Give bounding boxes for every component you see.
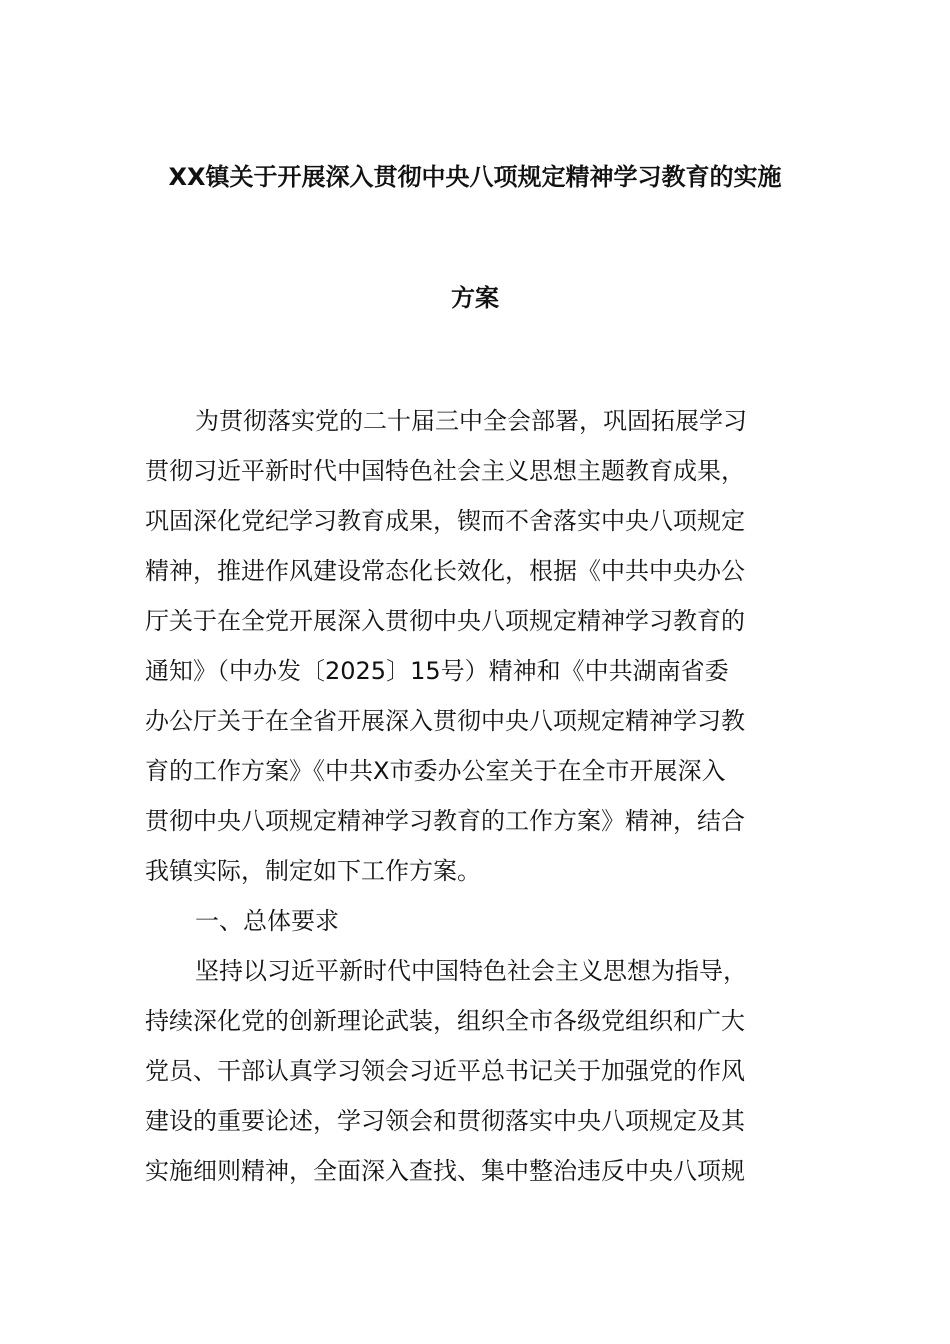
document-body <box>145 396 810 1196</box>
body-line: 党员、干部认真学习领会习近平总书记关于加强党的作风 <box>145 1057 745 1085</box>
body-line: 精神，推进作风建设常态化长效化，根据《中共中央办公 <box>145 557 745 585</box>
body-line: 育的工作方案》《中共X市委办公室关于在全市开展深入 <box>145 757 726 785</box>
body-line: 厅关于在全党开展深入贯彻中央八项规定精神学习教育的 <box>145 607 745 635</box>
body-line: 我镇实际，制定如下工作方案。 <box>145 857 481 885</box>
body-line: 通知》（中办发〔2025〕15号）精神和《中共湖南省委 <box>145 657 729 685</box>
body-line: 贯彻习近平新时代中国特色社会主义思想主题教育成果， <box>145 457 745 485</box>
section-heading: 一、总体要求 <box>195 907 339 935</box>
document-title-line-2: 方案 <box>451 284 499 312</box>
body-line: 建设的重要论述，学习领会和贯彻落实中央八项规定及其 <box>145 1107 745 1135</box>
body-line: 实施细则精神，全面深入查找、集中整治违反中央八项规 <box>145 1157 745 1185</box>
body-line: 为贯彻落实党的二十届三中全会部署，巩固拓展学习 <box>195 407 747 435</box>
body-line: 持续深化党的创新理论武装，组织全市各级党组织和广大 <box>145 1007 745 1035</box>
document-title-line-1: XX镇关于开展深入贯彻中央八项规定精神学习教育的实施 <box>168 163 782 191</box>
body-line: 巩固深化党纪学习教育成果，锲而不舍落实中央八项规定 <box>145 507 745 535</box>
body-line: 贯彻中央八项规定精神学习教育的工作方案》精神，结合 <box>145 807 745 835</box>
body-line: 办公厅关于在全省开展深入贯彻中央八项规定精神学习教 <box>145 707 745 735</box>
body-line: 坚持以习近平新时代中国特色社会主义思想为指导， <box>195 957 747 985</box>
